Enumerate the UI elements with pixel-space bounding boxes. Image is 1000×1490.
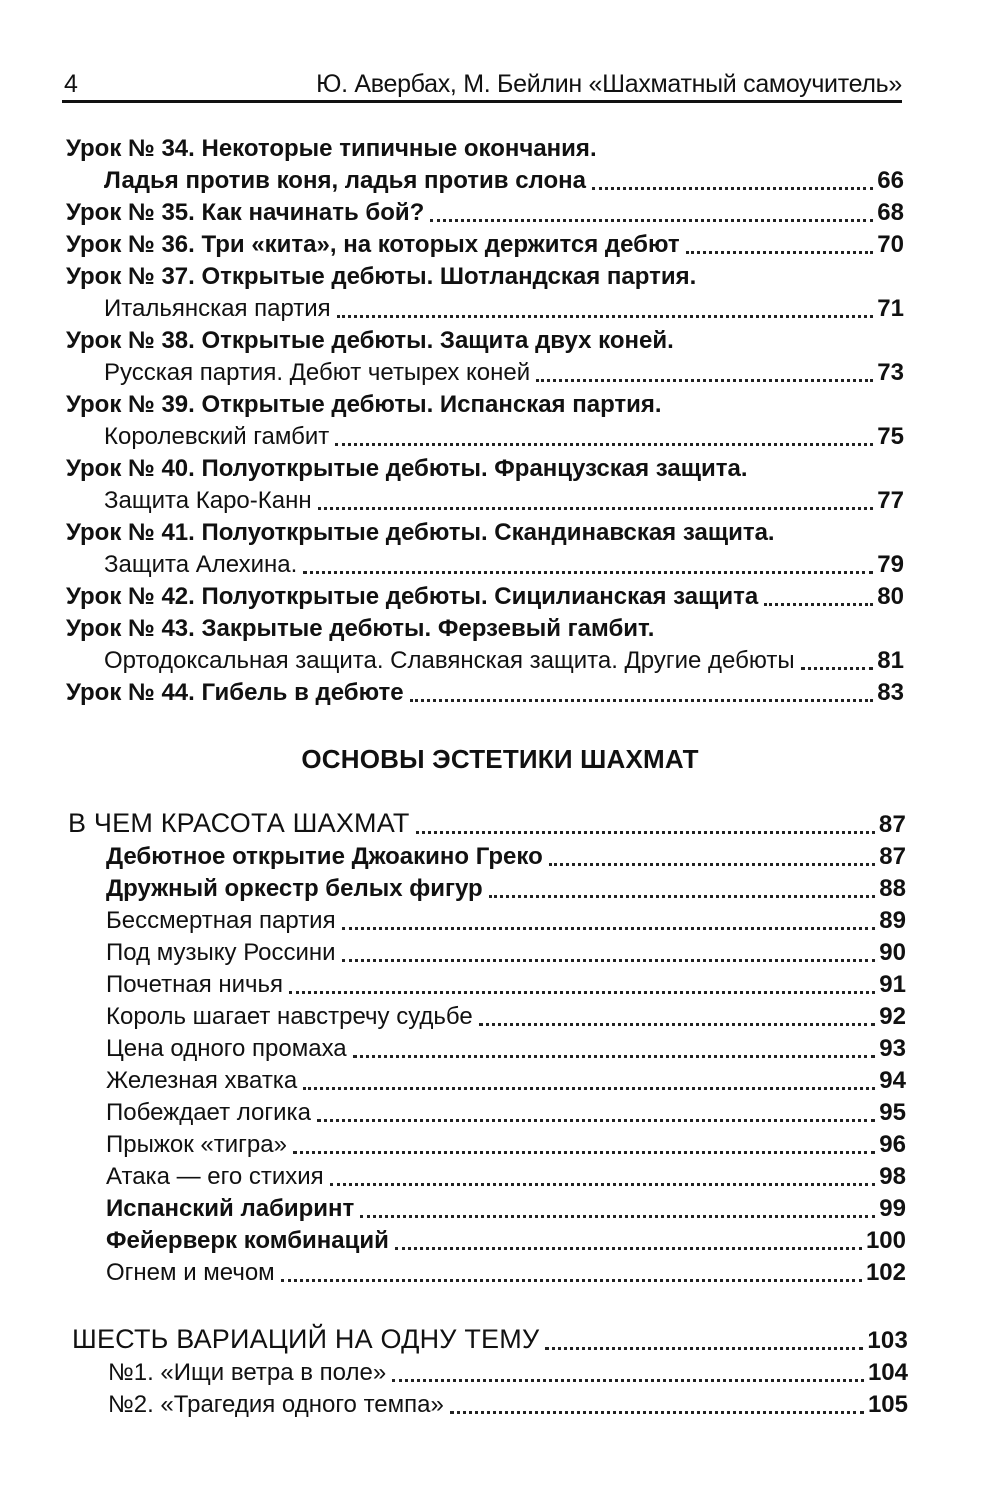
lesson-label: Урок № 41. — [66, 519, 195, 546]
page-ref: 79 — [877, 551, 904, 578]
toc-entry-lesson-42 — [66, 582, 904, 612]
toc-item — [106, 938, 906, 968]
running-title: Ю. Авербах, М. Бейлин «Шахматный самоучитель» — [316, 70, 902, 98]
dot-leader — [293, 1136, 875, 1160]
item-title: №1. «Ищи ветра в поле» — [108, 1359, 387, 1386]
toc-item — [106, 1258, 906, 1288]
lesson-label: Урок № 44. — [66, 679, 195, 706]
item-title: Почетная ничья — [106, 971, 284, 998]
toc-item — [106, 1194, 906, 1224]
item-title: Дружный оркестр белых фигур — [106, 875, 483, 902]
toc-item — [108, 1358, 908, 1388]
lesson-title: Как начинать бой? — [201, 199, 425, 226]
lesson-title: Закрытые дебюты. Ферзевый гамбит. — [201, 615, 655, 642]
page-ref: 68 — [877, 199, 904, 226]
toc-entry-lesson-36 — [66, 230, 904, 260]
lesson-label: Урок № 38. — [66, 327, 195, 354]
page-ref: 87 — [878, 811, 906, 838]
page-ref: 77 — [877, 487, 904, 514]
page-ref: 89 — [879, 907, 906, 934]
page-ref: 102 — [865, 1259, 906, 1286]
dot-leader — [392, 1364, 864, 1388]
toc-entry-lesson-40-cont — [104, 486, 904, 516]
lesson-title-cont: Защита Алехина. — [104, 551, 298, 578]
page-ref: 98 — [879, 1163, 906, 1190]
dot-leader — [281, 1264, 862, 1288]
item-title: Бессмертная партия — [106, 907, 336, 934]
dot-leader — [342, 912, 876, 936]
dot-leader — [289, 976, 875, 1000]
item-title: Прыжок «тигра» — [106, 1131, 287, 1158]
toc-entry-lesson-43-cont — [104, 646, 904, 676]
toc-item — [106, 842, 906, 872]
toc-entry-lesson-38 — [66, 326, 904, 356]
toc-entry-lesson-35 — [66, 198, 904, 228]
page-ref: 90 — [879, 939, 906, 966]
toc-entry-lesson-44 — [66, 678, 904, 708]
lesson-title: Открытые дебюты. Испанская партия. — [201, 391, 662, 418]
item-title: Фейерверк комбинаций — [106, 1227, 389, 1254]
toc-item — [106, 906, 906, 936]
dot-leader — [410, 684, 874, 708]
toc-entry-lesson-41-cont — [104, 550, 904, 580]
lesson-title-cont: Ортодоксальная защита. Славянская защита. Другие дебюты — [104, 647, 795, 674]
page-ref: 105 — [867, 1391, 908, 1418]
lesson-title-cont: Королевский гамбит — [104, 423, 330, 450]
item-title: Король шагает навстречу судьбе — [106, 1003, 473, 1030]
dot-leader — [330, 1168, 876, 1192]
lesson-label: Урок № 42. — [66, 583, 195, 610]
toc-item — [106, 1098, 906, 1128]
item-title: Под музыку Россини — [106, 939, 336, 966]
dot-leader — [353, 1040, 876, 1064]
toc-entry-lesson-34 — [66, 134, 906, 164]
page-ref: 81 — [877, 647, 904, 674]
toc-entry-lesson-38-cont — [104, 358, 904, 388]
item-title: Железная хватка — [106, 1067, 298, 1094]
section-title: ОСНОВЫ ЭСТЕТИКИ ШАХМАТ — [301, 744, 699, 774]
toc-chapter-variations — [72, 1322, 908, 1356]
page-ref: 103 — [867, 1327, 908, 1354]
lesson-title-cont: Русская партия. Дебют четырех коней — [104, 359, 531, 386]
dot-leader — [303, 1072, 875, 1096]
page-ref: 94 — [879, 1067, 906, 1094]
lesson-title-cont: Итальянская партия — [104, 295, 331, 322]
toc-item — [106, 874, 906, 904]
dot-leader — [545, 1332, 863, 1356]
item-title: №2. «Трагедия одного темпа» — [108, 1391, 444, 1418]
dot-leader — [536, 364, 873, 388]
lesson-title: Полуоткрытые дебюты. Французская защита. — [201, 455, 748, 482]
toc-item — [108, 1390, 908, 1420]
item-title: Атака — его стихия — [106, 1163, 324, 1190]
dot-leader — [450, 1396, 864, 1420]
page-number: 4 — [64, 70, 78, 98]
dot-leader — [342, 944, 876, 968]
toc-chapter-beauty — [68, 806, 906, 840]
lesson-title: Полуоткрытые дебюты. Скандинавская защита. — [201, 519, 775, 546]
page-ref: 100 — [865, 1227, 906, 1254]
dot-leader — [360, 1200, 875, 1224]
page-header — [62, 66, 902, 103]
item-title: Побеждает логика — [106, 1099, 311, 1126]
toc-item — [106, 1002, 906, 1032]
dot-leader — [801, 652, 874, 676]
lesson-title: Открытые дебюты. Защита двух коней. — [201, 327, 674, 354]
dot-leader — [764, 588, 873, 612]
item-title: Испанский лабиринт — [106, 1195, 355, 1222]
dot-leader — [489, 880, 876, 904]
dot-leader — [335, 428, 873, 452]
toc-entry-lesson-37-cont — [104, 294, 904, 324]
toc-entry-lesson-34-cont — [104, 166, 904, 196]
chapter-title: ШЕСТЬ ВАРИАЦИЙ НА ОДНУ ТЕМУ — [72, 1324, 540, 1354]
lesson-title: Гибель в дебюте — [201, 679, 404, 706]
page-ref: 70 — [877, 231, 904, 258]
toc-item — [106, 1034, 906, 1064]
dot-leader — [337, 300, 874, 324]
lesson-label: Урок № 34. — [66, 135, 195, 162]
item-title: Цена одного промаха — [106, 1035, 347, 1062]
page-ref: 91 — [879, 971, 906, 998]
toc-entry-lesson-40 — [66, 454, 904, 484]
dot-leader — [549, 848, 876, 872]
page-ref: 80 — [877, 583, 904, 610]
lesson-title: Некоторые типичные окончания. — [201, 135, 597, 162]
toc-item — [106, 1130, 906, 1160]
page-ref: 87 — [879, 843, 906, 870]
lesson-title-cont: Защита Каро-Канн — [104, 487, 312, 514]
toc-entry-lesson-39 — [66, 390, 904, 420]
item-title: Огнем и мечом — [106, 1259, 275, 1286]
toc-entry-lesson-41 — [66, 518, 904, 548]
lesson-label: Урок № 35. — [66, 199, 195, 226]
dot-leader — [318, 492, 874, 516]
page-ref: 99 — [879, 1195, 906, 1222]
toc-item — [106, 1066, 906, 1096]
page-ref: 66 — [877, 167, 904, 194]
page-ref: 95 — [879, 1099, 906, 1126]
lesson-label: Урок № 40. — [66, 455, 195, 482]
lesson-label: Урок № 37. — [66, 263, 195, 290]
dot-leader — [430, 204, 873, 228]
lesson-label: Урок № 39. — [66, 391, 195, 418]
dot-leader — [416, 816, 875, 840]
lesson-title: Полуоткрытые дебюты. Сицилианская защита — [201, 583, 759, 610]
dot-leader — [479, 1008, 876, 1032]
page-ref: 75 — [877, 423, 904, 450]
page-ref: 96 — [879, 1131, 906, 1158]
lesson-label: Урок № 43. — [66, 615, 195, 642]
lesson-title: Открытые дебюты. Шотландская партия. — [201, 263, 697, 290]
dot-leader — [303, 556, 873, 580]
dot-leader — [395, 1232, 862, 1256]
page-ref: 92 — [879, 1003, 906, 1030]
lesson-title: Три «кита», на которых держится дебют — [201, 231, 680, 258]
page-ref: 93 — [879, 1035, 906, 1062]
dot-leader — [317, 1104, 875, 1128]
toc-entry-lesson-43 — [66, 614, 904, 644]
page-ref: 104 — [867, 1359, 908, 1386]
dot-leader — [592, 172, 873, 196]
toc-item — [106, 1226, 906, 1256]
lesson-title-cont: Ладья против коня, ладья против слона — [104, 167, 586, 194]
page-ref: 73 — [877, 359, 904, 386]
page-ref: 88 — [879, 875, 906, 902]
page-ref: 71 — [877, 295, 904, 322]
toc-item — [106, 970, 906, 1000]
item-title: Дебютное открытие Джоакино Греко — [106, 843, 543, 870]
lesson-label: Урок № 36. — [66, 231, 195, 258]
toc-entry-lesson-39-cont — [104, 422, 904, 452]
toc-item — [106, 1162, 906, 1192]
toc-entry-lesson-37 — [66, 262, 904, 292]
page-ref: 83 — [877, 679, 904, 706]
chapter-title: В ЧЕМ КРАСОТА ШАХМАТ — [68, 808, 410, 838]
dot-leader — [686, 236, 874, 260]
